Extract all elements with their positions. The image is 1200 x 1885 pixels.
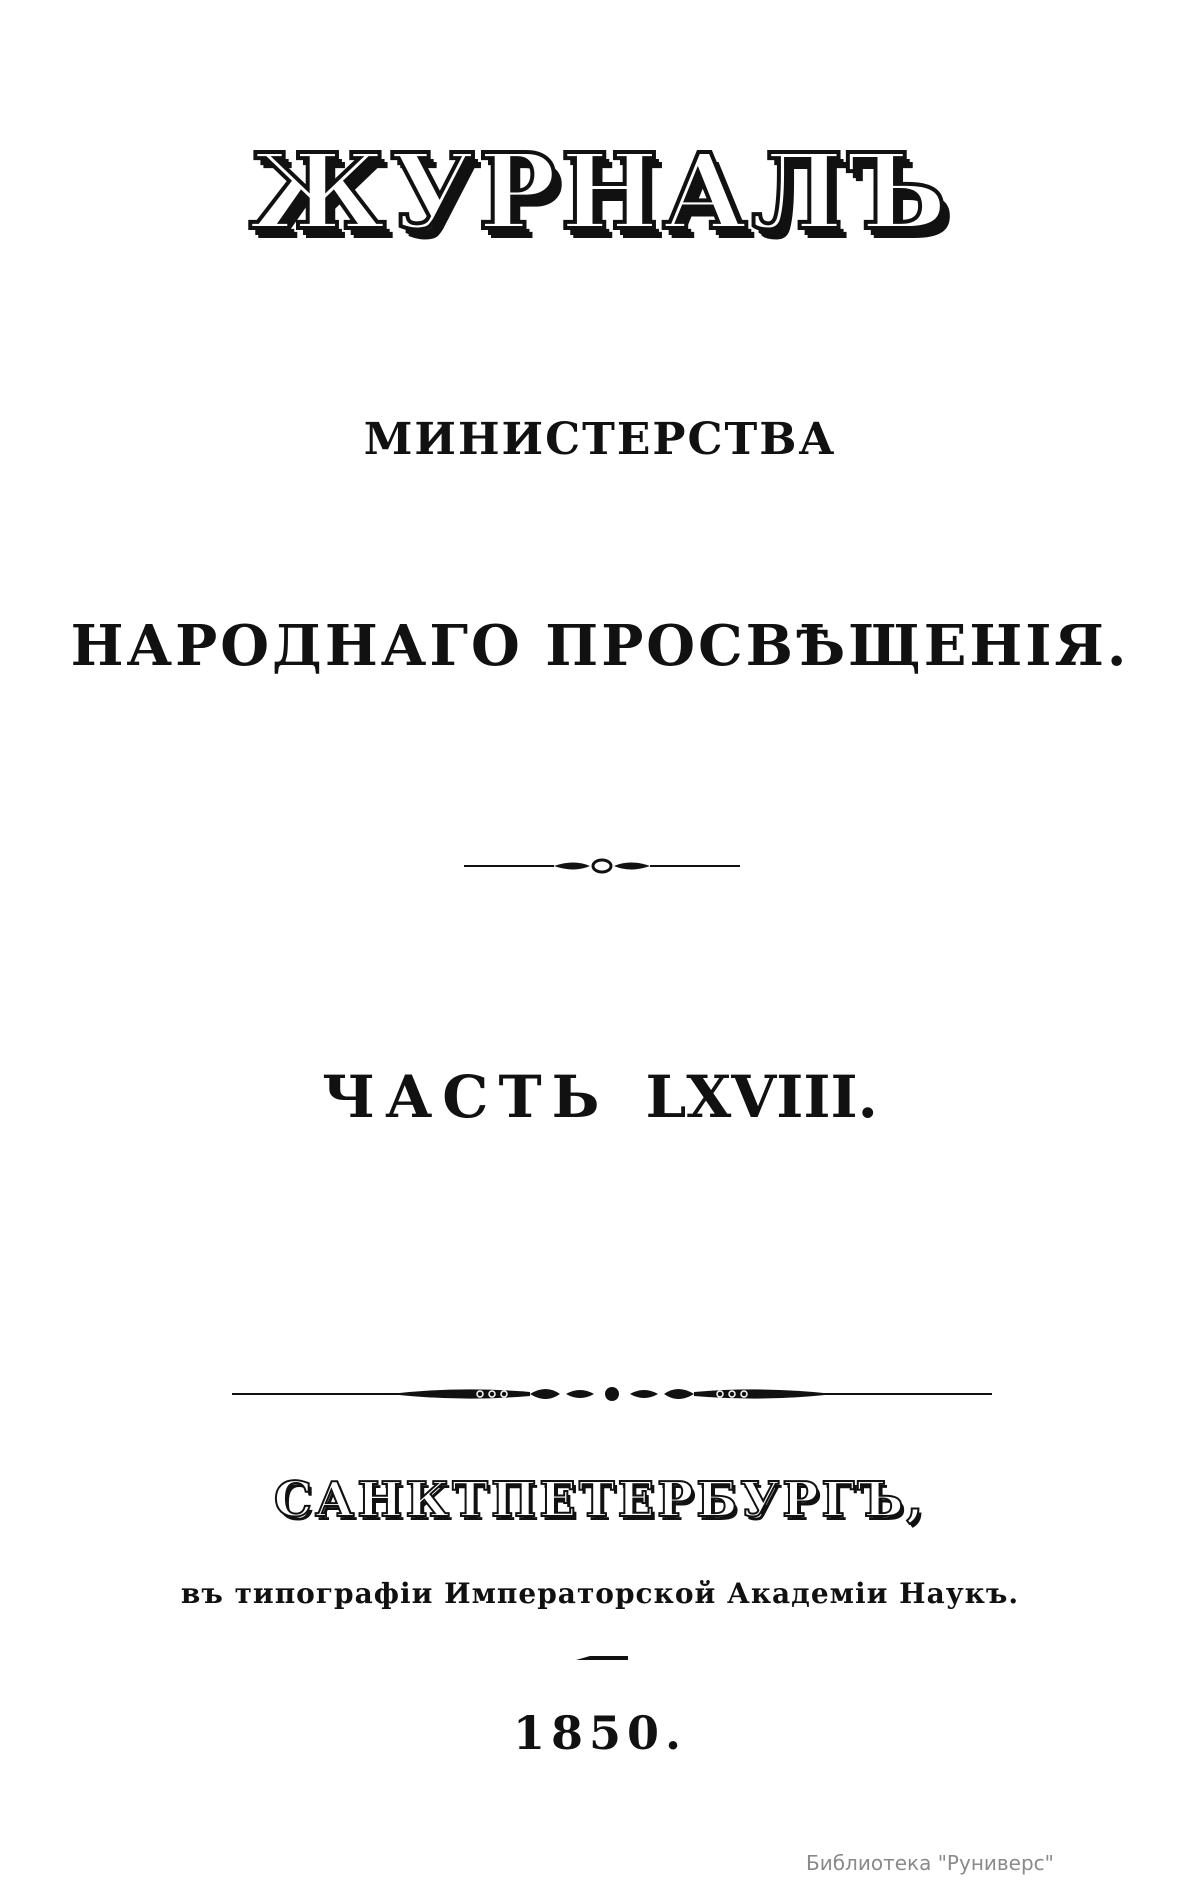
printing-house: въ типографіи Императорской Академіи Наукъ. bbox=[180, 1577, 1020, 1610]
library-watermark: Библиотека "Руниверс" bbox=[806, 1851, 1054, 1875]
publication-year: 1850. bbox=[512, 1706, 688, 1760]
city-name: САНКТПЕТЕРБУРГЪ, bbox=[273, 1472, 927, 1528]
ministry-title: МИНИСТЕРСТВА bbox=[363, 414, 837, 465]
enlightenment-title: НАРОДНАГО ПРОСВѢЩЕНІЯ. bbox=[70, 613, 1130, 679]
short-dash-ornament bbox=[574, 1652, 630, 1664]
small-ornament-divider bbox=[462, 856, 742, 876]
large-ornament-divider bbox=[230, 1380, 994, 1408]
part-heading bbox=[0, 1063, 1200, 1131]
part-label: ЧАСТЬ bbox=[322, 1063, 610, 1131]
part-number: LXVIII. bbox=[645, 1063, 878, 1131]
journal-title: ЖУРНАЛЪ bbox=[249, 130, 951, 253]
